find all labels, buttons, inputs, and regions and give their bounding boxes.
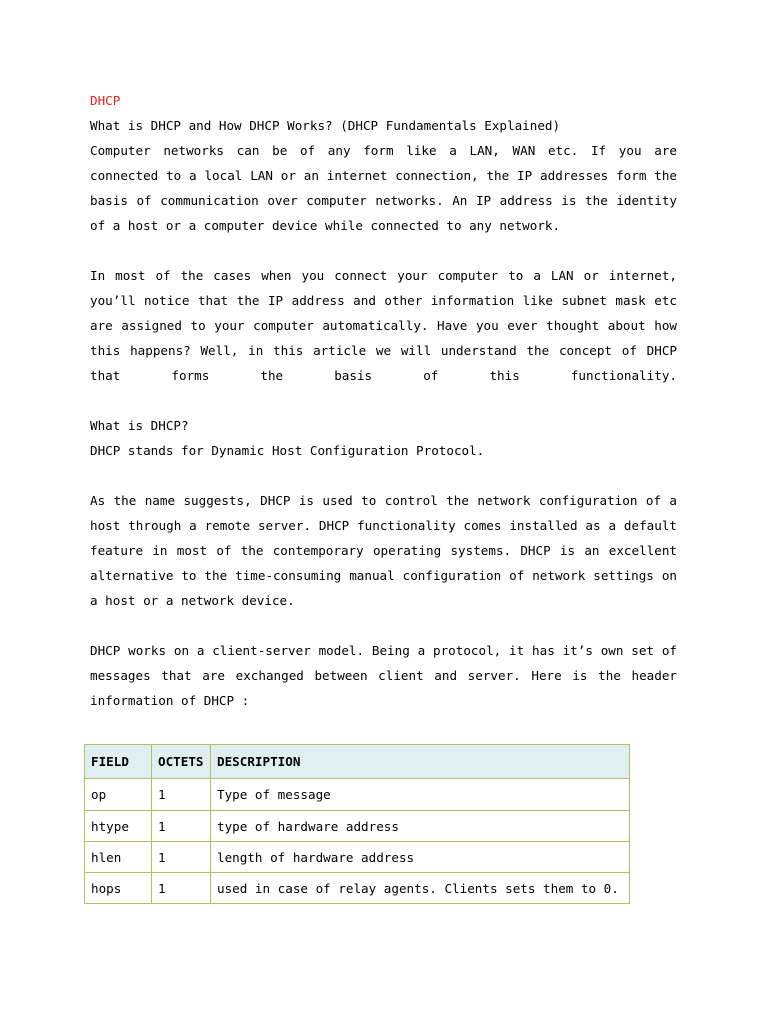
column-header-description: DESCRIPTION [211,745,630,779]
paragraph-ip-assignment: In most of the cases when you connect your computer to a LAN or internet, you’ll notice that the IP address and other information like subnet mask etc are assigned to your computer automatically. Have you ever thought about how this happens? Well, in this article we will understand the concept of DHCP that forms the basis of this functionality. [90,268,677,383]
cell-description: length of hardware address [211,842,630,873]
column-header-field: FIELD [85,745,152,779]
section-heading: DHCP [90,93,121,108]
paragraph-purpose: As the name suggests, DHCP is used to control the network configuration of a host through a remote server. DHCP functionality comes installed as a default feature in most of the contemporary operating systems. DHCP is an excellent alternative to the time-consuming manual configuration of network settings on a host or a network device. [90,493,677,608]
table-row [85,779,630,811]
dhcp-header-table [84,744,630,904]
cell-octets: 1 [152,779,211,811]
cell-field: htype [85,811,152,842]
cell-description: used in case of relay agents. Clients sets them to 0. [211,873,630,904]
article-title: What is DHCP and How DHCP Works? (DHCP Fundamentals Explained) [90,118,561,133]
paragraph-client-server: DHCP works on a client-server model. Being a protocol, it has it’s own set of messages that are exchanged between client and server. Here is the header information of DHCP : [90,643,677,708]
cell-description: type of hardware address [211,811,630,842]
cell-field: hlen [85,842,152,873]
cell-field: op [85,779,152,811]
table-row [85,873,630,904]
subheading-what-is-dhcp: What is DHCP? [90,418,189,433]
paragraph-intro: Computer networks can be of any form like a LAN, WAN etc. If you are connected to a local LAN or an internet connection, the IP addresses form the basis of communication over computer networks. An IP address is the identity of a host or a computer device while connected to any network. [90,143,677,233]
cell-octets: 1 [152,811,211,842]
paragraph-definition: DHCP stands for Dynamic Host Configuration Protocol. [90,443,485,458]
table-row [85,811,630,842]
document-body [90,88,677,713]
table-row [85,842,630,873]
cell-description: Type of message [211,779,630,811]
cell-field: hops [85,873,152,904]
column-header-octets: OCTETS [152,745,211,779]
table-header-row [85,745,630,779]
cell-octets: 1 [152,842,211,873]
cell-octets: 1 [152,873,211,904]
